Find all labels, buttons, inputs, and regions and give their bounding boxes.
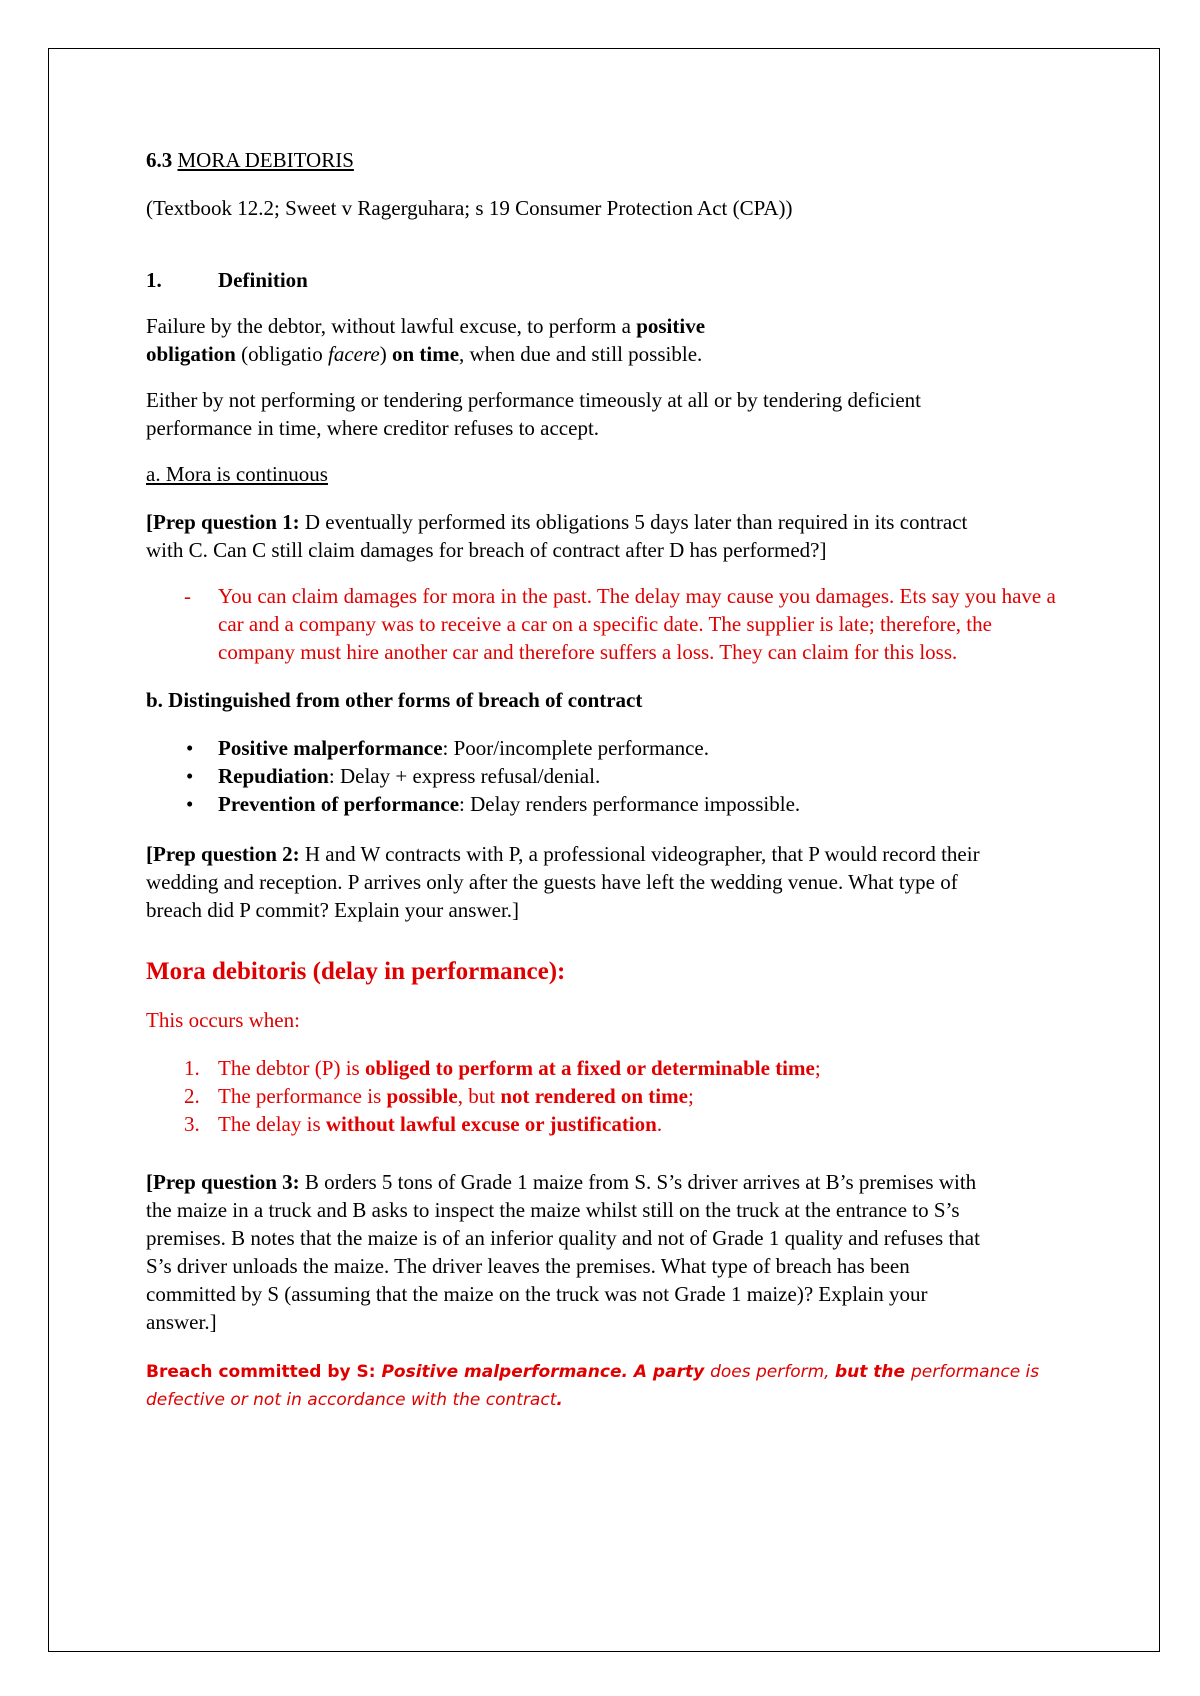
text-run: Failure by the debtor, without lawful excuse, to perform a (146, 314, 637, 338)
text-run: , when due and still possible. (459, 342, 703, 366)
section-number: 6.3 (146, 148, 173, 172)
list-number: 2. (184, 1084, 200, 1108)
dash-marker: - (184, 584, 191, 608)
prep-question-2 (146, 840, 1006, 924)
definition-paragraph-2: Either by not performing or tendering performance timeously at all or by tendering deficient performance in time, where creditor refuses to accept. (146, 388, 921, 440)
bold-italic-run: . (556, 1390, 563, 1410)
list-item (146, 1054, 1066, 1082)
subheading-a: a. Mora is continuous (146, 462, 328, 486)
prep-question-label: [Prep question 1: (146, 510, 300, 534)
bullet-term: Positive malperformance (218, 736, 443, 760)
list-item (146, 1082, 1066, 1110)
text-run: ; (687, 1084, 694, 1108)
section-title (146, 146, 1066, 174)
answer-2-list (146, 1054, 1066, 1138)
bullet-marker: • (186, 792, 194, 816)
prep-question-text: B orders 5 tons of Grade 1 maize from S. S’s driver arrives at B’s premises with the maize in a truck and B asks to inspect the maize whilst still on the truck at the entrance to S’s premises. B notes that the maize is of an inferior quality and not of Grade 1 quality and refuses that S’s driver unloads the maize. The driver leaves the premises. What type of breach has been committed by S (assuming that the maize on the truck was not Grade 1 maize)? Explain your answer.] (146, 1170, 980, 1334)
bullet-term: Repudiation (218, 764, 329, 788)
breach-forms-list (146, 734, 1066, 818)
text-run: The performance is (218, 1084, 387, 1108)
prep-question-1 (146, 508, 976, 564)
text-run: The delay is (218, 1112, 326, 1136)
list-item (146, 762, 1066, 790)
section-title-text: MORA DEBITORIS (177, 148, 354, 172)
bullet-marker: • (186, 736, 194, 760)
bold-run: possible (386, 1084, 458, 1108)
italic-run: facere (328, 342, 380, 366)
bold-run: not rendered on time (500, 1084, 688, 1108)
document-body (146, 146, 1066, 1414)
text-run: . (656, 1112, 663, 1136)
bullet-marker: • (186, 764, 194, 788)
bold-italic-run: Positive malperformance. A party (381, 1362, 711, 1382)
text-run: The debtor (P) is (218, 1056, 365, 1080)
answer-2-intro: This occurs when: (146, 1008, 300, 1032)
definition-paragraph (146, 312, 786, 368)
bold-run: obligation (146, 342, 236, 366)
prep-question-text: D eventually performed its obligations 5 days later than required in its contract with C. Can C still claim damages for breach of contract after D has performed?] (146, 510, 968, 562)
bold-run: Breach committed by S: (146, 1362, 382, 1382)
italic-run: performance is defective or not in accordance with the contract (146, 1362, 1040, 1410)
italic-run: does perform, (710, 1362, 835, 1382)
prep-question-label: [Prep question 3: (146, 1170, 300, 1194)
list-item (146, 790, 1066, 818)
answer-1-text: You can claim damages for mora in the past. The delay may cause you damages. Ets say you have a car and a company was to receive a car on a specific date. The supplier is late; therefore, the company must hire another car and therefore suffers a loss. They can claim for this loss. (218, 584, 1056, 664)
text-run: ; (814, 1056, 821, 1080)
subheading-b: b. Distinguished from other forms of breach of contract (146, 688, 643, 712)
list-number: 1. (184, 1056, 200, 1080)
bold-run: positive (636, 314, 706, 338)
text-run: (obligatio (235, 342, 329, 366)
answer-2-heading: Mora debitoris (delay in performance): (146, 958, 566, 985)
answer-1 (146, 582, 1066, 666)
bullet-desc: : Poor/incomplete performance. (442, 736, 710, 760)
definition-number: 1. (146, 268, 162, 292)
sources-line: (Textbook 12.2; Sweet v Ragerguhara; s 19 Consumer Protection Act (CPA)) (146, 196, 793, 220)
bold-italic-run: but the (834, 1362, 911, 1382)
list-number: 3. (184, 1112, 200, 1136)
answer-3 (146, 1358, 1046, 1414)
bullet-desc: : Delay renders performance impossible. (459, 792, 801, 816)
prep-question-3 (146, 1168, 986, 1336)
prep-question-text: H and W contracts with P, a professional videographer, that P would record their wedding and reception. P arrives only after the guests have left the wedding venue. What type of breach did P commit? Explain your answer.] (146, 842, 980, 922)
definition-heading (146, 266, 1066, 294)
prep-question-label: [Prep question 2: (146, 842, 300, 866)
text-run: ) (379, 342, 392, 366)
list-item (146, 734, 1066, 762)
bold-run: on time (391, 342, 460, 366)
bold-run: without lawful excuse or justification (325, 1112, 657, 1136)
bullet-term: Prevention of performance (218, 792, 460, 816)
definition-heading-text: Definition (218, 268, 308, 292)
bullet-desc: : Delay + express refusal/denial. (328, 764, 601, 788)
bold-run: obliged to perform at a fixed or determinable time (364, 1056, 815, 1080)
text-run: , but (457, 1084, 501, 1108)
list-item (146, 1110, 1066, 1138)
